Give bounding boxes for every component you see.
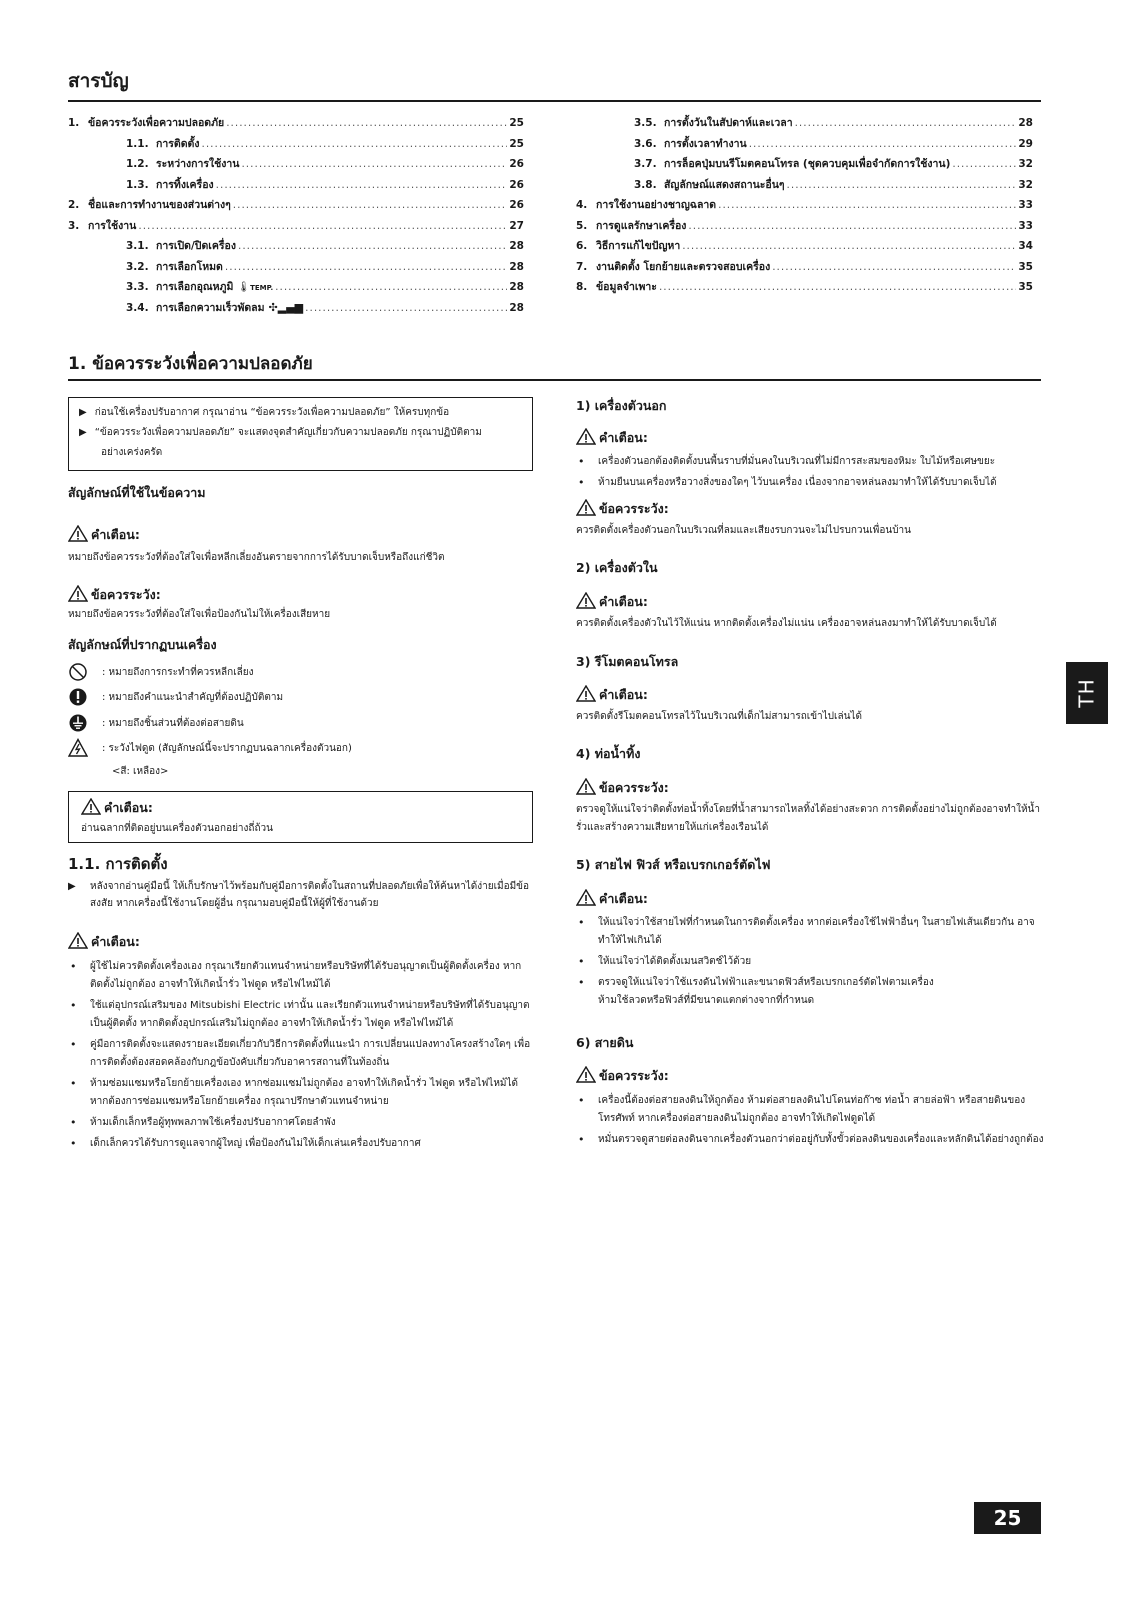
toc-entry[interactable] xyxy=(126,237,524,254)
drain-hose-text-1: ตรวจดูให้แน่ใจว่าติดตั้งท่อน้ำทิ้งโดยที่น้ำสามารถไหลทิ้งได้อย่างสะดวก การติดตั้งอย่างไม่ถูกต้องอาจทำให้น้ำ xyxy=(576,804,1040,815)
toc-entry-page: 28 xyxy=(509,281,524,293)
toc-entry[interactable] xyxy=(576,258,1033,275)
arrow-icon: ▶ xyxy=(68,881,76,892)
warning-triangle-icon xyxy=(576,889,596,906)
list-item xyxy=(68,1114,538,1132)
list-item-line: • ผู้ใช้ไม่ควรติดตั้งเครื่องเอง กรุณาเรียกตัวแทนจำหน่ายหรือบริษัทที่ได้รับอนุญาตเป็นผู้ติดตั้งเครื่อง หาก xyxy=(90,961,522,972)
drain-hose-title: 4) ท่อน้ำทิ้ง xyxy=(576,746,641,761)
outdoor-unit-bullets xyxy=(576,453,1046,495)
toc-entry-title: สัญลักษณ์แสดงสถานะอื่นๆ xyxy=(664,178,785,191)
outdoor-unit-warning: คำเตือน: xyxy=(576,428,648,448)
caution-description: หมายถึงข้อควรระวังที่ต้องใส่ใจเพื่อป้องกันไม่ให้เครื่องเสียหาย xyxy=(68,609,331,620)
toc-entry-number: 3.6. xyxy=(634,137,657,150)
power-cord-bullets xyxy=(576,914,1046,1013)
section-1-1-warning: คำเตือน: xyxy=(68,932,140,952)
section-1-1-bullets xyxy=(68,958,538,1156)
toc-entry-page: 28 xyxy=(509,260,524,273)
toc-entry-number: 4. xyxy=(576,199,588,211)
toc-entry[interactable] xyxy=(126,135,524,152)
list-item-line: • คู่มือการติดตั้งจะแสดงรายละเอียดเกี่ยวกับวิธีการติดตั้งที่แนะนำ การเปลี่ยนแปลงทางโครงสร้างใดๆ เพื่อ xyxy=(90,1039,531,1050)
toc-entry-page: 26 xyxy=(509,178,524,191)
electric-shock-icon xyxy=(68,738,88,758)
indoor-unit-warning: คำเตือน: xyxy=(576,592,648,612)
toc-entry[interactable] xyxy=(576,278,1033,295)
label-warning-box xyxy=(68,791,533,843)
indoor-unit-title: 2) เครื่องตัวใน xyxy=(576,560,658,575)
toc-entry[interactable] xyxy=(576,217,1033,234)
toc-entry-title: การเลือกความเร็วพัดลม xyxy=(156,301,265,314)
section-1-1-intro: ▶ หลังจากอ่านคู่มือนี้ ให้เก็บรักษาไว้พร้อมกับคู่มือการติดตั้งในสถานที่ปลอดภัยเพื่อให้ค้นหาได้ง่ายเมื่อมีข้อ สงสัย หากเครื่องนี้ใช้งานโดยผู้อื่น กรุณามอบคู่มือนี้ให้ผู้ที่ใช้งานด้วย xyxy=(68,878,538,912)
ground-wire-title: 6) สายดิน xyxy=(576,1035,634,1050)
toc-entry-number: 1.3. xyxy=(126,178,149,191)
toc-entry-title: วิธีการแก้ไขปัญหา xyxy=(596,240,681,252)
list-item xyxy=(68,997,538,1033)
toc-entry-page: 35 xyxy=(1018,281,1033,293)
warning-heading: คำเตือน: xyxy=(68,525,140,545)
toc-entry-page: 28 xyxy=(509,301,524,314)
fan-speed-icon: ✣▂▄▆ xyxy=(268,300,304,314)
toc-leader-dots xyxy=(201,138,507,150)
list-item-line: หากต้องการซ่อมแซมหรือโยกย้ายเครื่อง กรุณาปรึกษาตัวแทนจำหน่าย xyxy=(90,1096,389,1107)
toc-entry-number: 1.2. xyxy=(126,158,149,170)
toc-entry[interactable] xyxy=(126,278,524,295)
toc-leader-dots xyxy=(659,281,1016,293)
color-note: <สี: เหลือง> xyxy=(112,766,169,777)
toc-entry-number: 1.1. xyxy=(126,137,149,150)
warning-description: หมายถึงข้อควรระวังที่ต้องใส่ใจเพื่อหลีกเลี่ยงอันตรายจากการได้รับบาดเจ็บหรือถึงแก่ชีวิต xyxy=(68,552,445,563)
toc-entry-page: 28 xyxy=(509,240,524,252)
toc-entry-number: 3.3. xyxy=(126,281,149,293)
ground-wire-bullets xyxy=(576,1092,1046,1152)
list-item xyxy=(576,453,1046,471)
toc-entry[interactable] xyxy=(126,176,524,193)
toc-title: สารบัญ xyxy=(68,70,129,92)
toc-entry-extra: TEMP. xyxy=(250,284,274,292)
drain-hose-caution: ข้อควรระวัง: xyxy=(576,778,669,798)
list-item-line: • ตรวจดูให้แน่ใจว่าใช้แรงดันไฟฟ้าและขนาดฟิวส์หรือเบรกเกอร์ตัดไฟตามเครื่อง xyxy=(598,977,934,988)
list-item-line: โทรศัพท์ หากเครื่องต่อสายลงดินไม่ถูกต้อง อาจทำให้เกิดไฟดูดได้ xyxy=(598,1113,876,1124)
toc-entry-number: 3.1. xyxy=(126,240,149,252)
list-item-line: ห้ามใช้ลวดหรือฟิวส์ที่มีขนาดแตกต่างจากที่กำหนด xyxy=(598,995,815,1006)
language-tab: TH xyxy=(1066,662,1108,724)
toc-entry-page: 32 xyxy=(1018,178,1033,191)
toc-entry-number: 3.5. xyxy=(634,117,657,129)
list-item-line: • เครื่องตัวนอกต้องติดตั้งบนพื้นราบที่มั่นคงในบริเวณที่ไม่มีการสะสมของหิมะ ใบไม้หรือเศษขยะ xyxy=(598,456,996,467)
toc-entry-number: 3. xyxy=(68,219,80,232)
toc-entry[interactable] xyxy=(634,135,1033,152)
caution-triangle-icon xyxy=(576,1066,596,1083)
toc-rule xyxy=(68,100,1041,102)
list-item-line: • หมั่นตรวจดูสายต่อลงดินจากเครื่องตัวนอกว่าต่ออยู่กับทั้งขั้วต่อลงดินของเครื่องและหลักดินได้อย่างถูกต้อง xyxy=(598,1134,1044,1145)
unit-symbols-heading: สัญลักษณ์ที่ปรากฏบนเครื่อง xyxy=(68,637,217,652)
toc-entry-page: 26 xyxy=(509,158,524,170)
toc-entry-page: 28 xyxy=(1018,117,1033,129)
list-item-line: • ห้ามเด็กเล็กหรือผู้ทุพพลภาพใช้เครื่องปรับอากาศโดยลำพัง xyxy=(90,1117,336,1128)
outdoor-unit-title: 1) เครื่องตัวนอก xyxy=(576,398,667,413)
outdoor-unit-caution: ข้อควรระวัง: xyxy=(576,499,669,519)
toc-leader-dots xyxy=(749,138,1017,150)
list-item xyxy=(576,1092,1046,1128)
list-item xyxy=(576,914,1046,950)
symbol-row-electric-shock: : ระวังไฟดูด (สัญลักษณ์นี้จะปรากฏบนฉลากเครื่องตัวนอก) xyxy=(68,738,352,758)
toc-entry-title: ระหว่างการใช้งาน xyxy=(156,158,240,170)
toc-leader-dots xyxy=(216,179,508,191)
toc-entry-title: การตั้งวันในสัปดาห์และเวลา xyxy=(664,117,793,129)
mandatory-icon xyxy=(68,687,88,707)
toc-entry-title: การใช้งาน xyxy=(88,219,137,232)
toc-entry[interactable] xyxy=(634,176,1033,193)
list-item-line: • ห้ามยืนบนเครื่องหรือวางสิ่งของใดๆ ไว้บนเครื่อง เนื่องจากอาจหล่นลงมาทำให้ได้รับบาดเจ็บได้ xyxy=(598,477,997,488)
symbol-row-prohibited: : หมายถึงการกระทำที่ควรหลีกเลี่ยง xyxy=(68,662,254,682)
list-item-line: ติดตั้งไม่ถูกต้อง อาจทำให้เกิดน้ำรั่ว ไฟดูด หรือไฟไหม้ได้ xyxy=(90,979,331,990)
toc-entry-title: การเปิด/ปิดเครื่อง xyxy=(156,240,236,252)
list-item-line: • ใช้แต่อุปกรณ์เสริมของ Mitsubishi Electric เท่านั้น และเรียกตัวแทนจำหน่ายหรือบริษัทที่ได้รับอนุญาต xyxy=(90,1000,530,1011)
toc-entry-page: 29 xyxy=(1018,137,1033,150)
toc-entry-page: 34 xyxy=(1018,240,1033,252)
toc-leader-dots xyxy=(238,240,507,252)
toc-entry-number: 5. xyxy=(576,219,588,232)
toc-entry-title: งานติดตั้ง โยกย้ายและตรวจสอบเครื่อง xyxy=(596,260,771,273)
toc-entry-number: 3.7. xyxy=(634,158,657,170)
symbol-row-ground: : หมายถึงชิ้นส่วนที่ต้องต่อสายดิน xyxy=(68,713,244,733)
toc-entry-page: 25 xyxy=(509,117,524,129)
ground-wire-caution: ข้อควรระวัง: xyxy=(576,1066,669,1086)
warning-triangle-icon xyxy=(68,525,88,542)
toc-entry-number: 2. xyxy=(68,199,80,211)
toc-leader-dots xyxy=(682,240,1016,252)
toc-entry-number: 7. xyxy=(576,260,588,273)
section-1-1-title: 1.1. การติดตั้ง xyxy=(68,855,168,873)
drain-hose-text-2: รั่วและสร้างความเสียหายให้แก่เครื่องเรือนได้ xyxy=(576,822,769,833)
toc-entry[interactable] xyxy=(68,217,524,234)
list-item-line: ทำให้ไฟเกินได้ xyxy=(598,935,662,946)
toc-entry[interactable] xyxy=(576,237,1033,254)
intro-line-2: ▶ “ข้อควรระวังเพื่อความปลอดภัย” จะแสดงจุดสำคัญเกี่ยวกับความปลอดภัย กรุณาปฏิบัติตาม xyxy=(79,427,482,438)
list-item-line: • เครื่องนี้ต้องต่อสายลงดินให้ถูกต้อง ห้ามต่อสายลงดินไปโดนท่อก๊าซ ท่อน้ำ สายล่อฟ้า หรือสายดินของ xyxy=(598,1095,1026,1106)
toc-leader-dots xyxy=(952,158,1016,170)
list-item xyxy=(576,1131,1046,1149)
warning-triangle-icon xyxy=(576,428,596,445)
list-item-line: • เด็กเล็กควรได้รับการดูแลจากผู้ใหญ่ เพื่อป้องกันไม่ให้เด็กเล่นเครื่องปรับอากาศ xyxy=(90,1138,421,1149)
box-warning-heading: คำเตือน: xyxy=(81,798,153,818)
caution-triangle-icon xyxy=(68,585,88,602)
list-item-line: การติดตั้งต้องสอดคล้องกับกฎข้อบังคับเกี่ยวกับอาคารสถานที่ในท้องถิ่น xyxy=(90,1057,390,1068)
thermometer-icon: 🌡 xyxy=(237,282,251,293)
toc-entry-page: 25 xyxy=(509,137,524,150)
toc-entry[interactable] xyxy=(68,114,524,131)
warning-triangle-icon xyxy=(81,798,101,815)
power-cord-warning: คำเตือน: xyxy=(576,889,648,909)
intro-line-1: ▶ ก่อนใช้เครื่องปรับอากาศ กรุณาอ่าน “ข้อควรระวังเพื่อความปลอดภัย” ให้ครบทุกข้อ xyxy=(79,407,450,418)
arrow-icon: ▶ xyxy=(79,427,87,438)
list-item-line: • ให้แน่ใจว่าใช้สายไฟที่กำหนดในการติดตั้งเครื่อง หากต่อเครื่องใช้ไฟฟ้าอื่นๆ ในสายไฟเส้นเดียวกัน อาจ xyxy=(598,917,1035,928)
list-item xyxy=(68,1036,538,1072)
toc-leader-dots xyxy=(795,117,1017,129)
toc-entry-title: ข้อควรระวังเพื่อความปลอดภัย xyxy=(88,117,225,129)
toc-entry-title: การตั้งเวลาทำงาน xyxy=(664,137,747,150)
list-item-line: • ให้แน่ใจว่าได้ติดตั้งเมนสวิตช์ไว้ด้วย xyxy=(598,956,752,967)
toc-entry[interactable] xyxy=(68,196,524,213)
toc-entry-title: การล็อคปุ่มบนรีโมตคอนโทรล (ชุดควบคุมเพื่อจำกัดการใช้งาน) xyxy=(664,158,951,170)
arrow-icon: ▶ xyxy=(79,407,87,418)
caution-triangle-icon xyxy=(576,499,596,516)
toc-entry-title: การทิ้งเครื่อง xyxy=(156,178,214,191)
ground-icon xyxy=(68,713,88,733)
intro-box xyxy=(68,397,533,471)
toc-leader-dots xyxy=(226,117,507,129)
toc-entry-number: 3.2. xyxy=(126,260,149,273)
power-cord-title: 5) สายไฟ ฟิวส์ หรือเบรกเกอร์ตัดไฟ xyxy=(576,857,771,872)
section-1-rule xyxy=(68,379,1041,381)
prohibited-icon xyxy=(68,662,88,682)
toc-entry[interactable] xyxy=(126,258,524,275)
toc-entry[interactable] xyxy=(576,196,1033,213)
toc-entry-title: การดูแลรักษาเครื่อง xyxy=(596,219,687,232)
list-item xyxy=(68,1135,538,1153)
list-item xyxy=(576,974,1046,1010)
warning-triangle-icon xyxy=(68,932,88,949)
toc-leader-dots xyxy=(275,281,507,293)
toc-entry-page: 35 xyxy=(1018,260,1033,273)
toc-entry-page: 33 xyxy=(1018,199,1033,211)
toc-leader-dots xyxy=(787,179,1017,191)
section-1-title: 1. ข้อควรระวังเพื่อความปลอดภัย xyxy=(68,354,313,374)
symbols-heading: สัญลักษณ์ที่ใช้ในข้อความ xyxy=(68,485,206,500)
toc-entry-title: การเลือกอุณหภูมิ xyxy=(156,281,234,293)
box-warning-text: อ่านฉลากที่ติดอยู่บนเครื่องตัวนอกอย่างถี่ถ้วน xyxy=(81,823,273,834)
caution-triangle-icon xyxy=(576,778,596,795)
toc-entry-title: ชื่อและการทำงานของส่วนต่างๆ xyxy=(88,199,231,211)
page-number: 25 xyxy=(974,1502,1041,1534)
list-item xyxy=(576,953,1046,971)
toc-entry-number: 6. xyxy=(576,240,588,252)
remote-controller-warning: คำเตือน: xyxy=(576,685,648,705)
list-item xyxy=(576,474,1046,492)
remote-controller-text: ควรติดตั้งรีโมตคอนโทรลไว้ในบริเวณที่เด็กไม่สามารถเข้าไปเล่นได้ xyxy=(576,711,862,722)
list-item-line: เป็นผู้ติดตั้ง หากติดตั้งอุปกรณ์เสริมไม่ถูกต้อง อาจทำให้เกิดน้ำรั่ว ไฟดูด หรือไฟไหม้ได้ xyxy=(90,1018,454,1029)
toc-entry-page: 27 xyxy=(509,219,524,232)
remote-controller-title: 3) รีโมตคอนโทรล xyxy=(576,654,679,669)
toc-entry-page: 26 xyxy=(509,199,524,211)
toc-entry-number: 1. xyxy=(68,117,80,129)
toc-entry-title: การใช้งานอย่างชาญฉลาด xyxy=(596,199,717,211)
caution-heading: ข้อควรระวัง: xyxy=(68,585,161,605)
outdoor-unit-caution-text: ควรติดตั้งเครื่องตัวนอกในบริเวณที่ลมและเสียงรบกวนจะไม่ไปรบกวนเพื่อนบ้าน xyxy=(576,525,912,536)
list-item-line: • ห้ามซ่อมแซมหรือโยกย้ายเครื่องเอง หากซ่อมแซมไม่ถูกต้อง อาจทำให้เกิดน้ำรั่ว ไฟดูด หรือไฟไหม้ได้ xyxy=(90,1078,519,1089)
toc-leader-dots xyxy=(305,302,507,314)
symbol-row-mandatory: : หมายถึงคำแนะนำสำคัญที่ต้องปฏิบัติตาม xyxy=(68,687,283,707)
toc-entry[interactable] xyxy=(634,155,1033,172)
toc-entry-number: 3.8. xyxy=(634,178,657,191)
toc-leader-dots xyxy=(688,220,1016,232)
toc-entry[interactable] xyxy=(126,299,524,316)
toc-leader-dots xyxy=(241,158,507,170)
toc-entry[interactable] xyxy=(634,114,1033,131)
indoor-unit-text: ควรติดตั้งเครื่องตัวในไว้ให้แน่น หากติดตั้งเครื่องไม่แน่น เครื่องอาจหล่นลงมาทำให้ได้รับบาดเจ็บได้ xyxy=(576,618,997,629)
toc-entry-number: 8. xyxy=(576,281,588,293)
list-item xyxy=(68,958,538,994)
toc-leader-dots xyxy=(233,199,508,211)
toc-leader-dots xyxy=(718,199,1016,211)
warning-triangle-icon xyxy=(576,592,596,609)
toc-leader-dots xyxy=(772,261,1016,273)
toc-entry-number: 3.4. xyxy=(126,301,149,314)
toc-leader-dots xyxy=(225,261,507,273)
toc-entry-page: 33 xyxy=(1018,219,1033,232)
toc-entry-title: การติดตั้ง xyxy=(156,137,200,150)
toc-leader-dots xyxy=(138,220,507,232)
toc-entry-title: การเลือกโหมด xyxy=(156,260,223,273)
toc-entry-page: 32 xyxy=(1018,158,1033,170)
toc-entry[interactable] xyxy=(126,155,524,172)
warning-triangle-icon xyxy=(576,685,596,702)
toc-entry-title: ข้อมูลจำเพาะ xyxy=(596,281,657,293)
intro-line-3: อย่างเคร่งครัด xyxy=(101,447,163,458)
list-item xyxy=(68,1075,538,1111)
